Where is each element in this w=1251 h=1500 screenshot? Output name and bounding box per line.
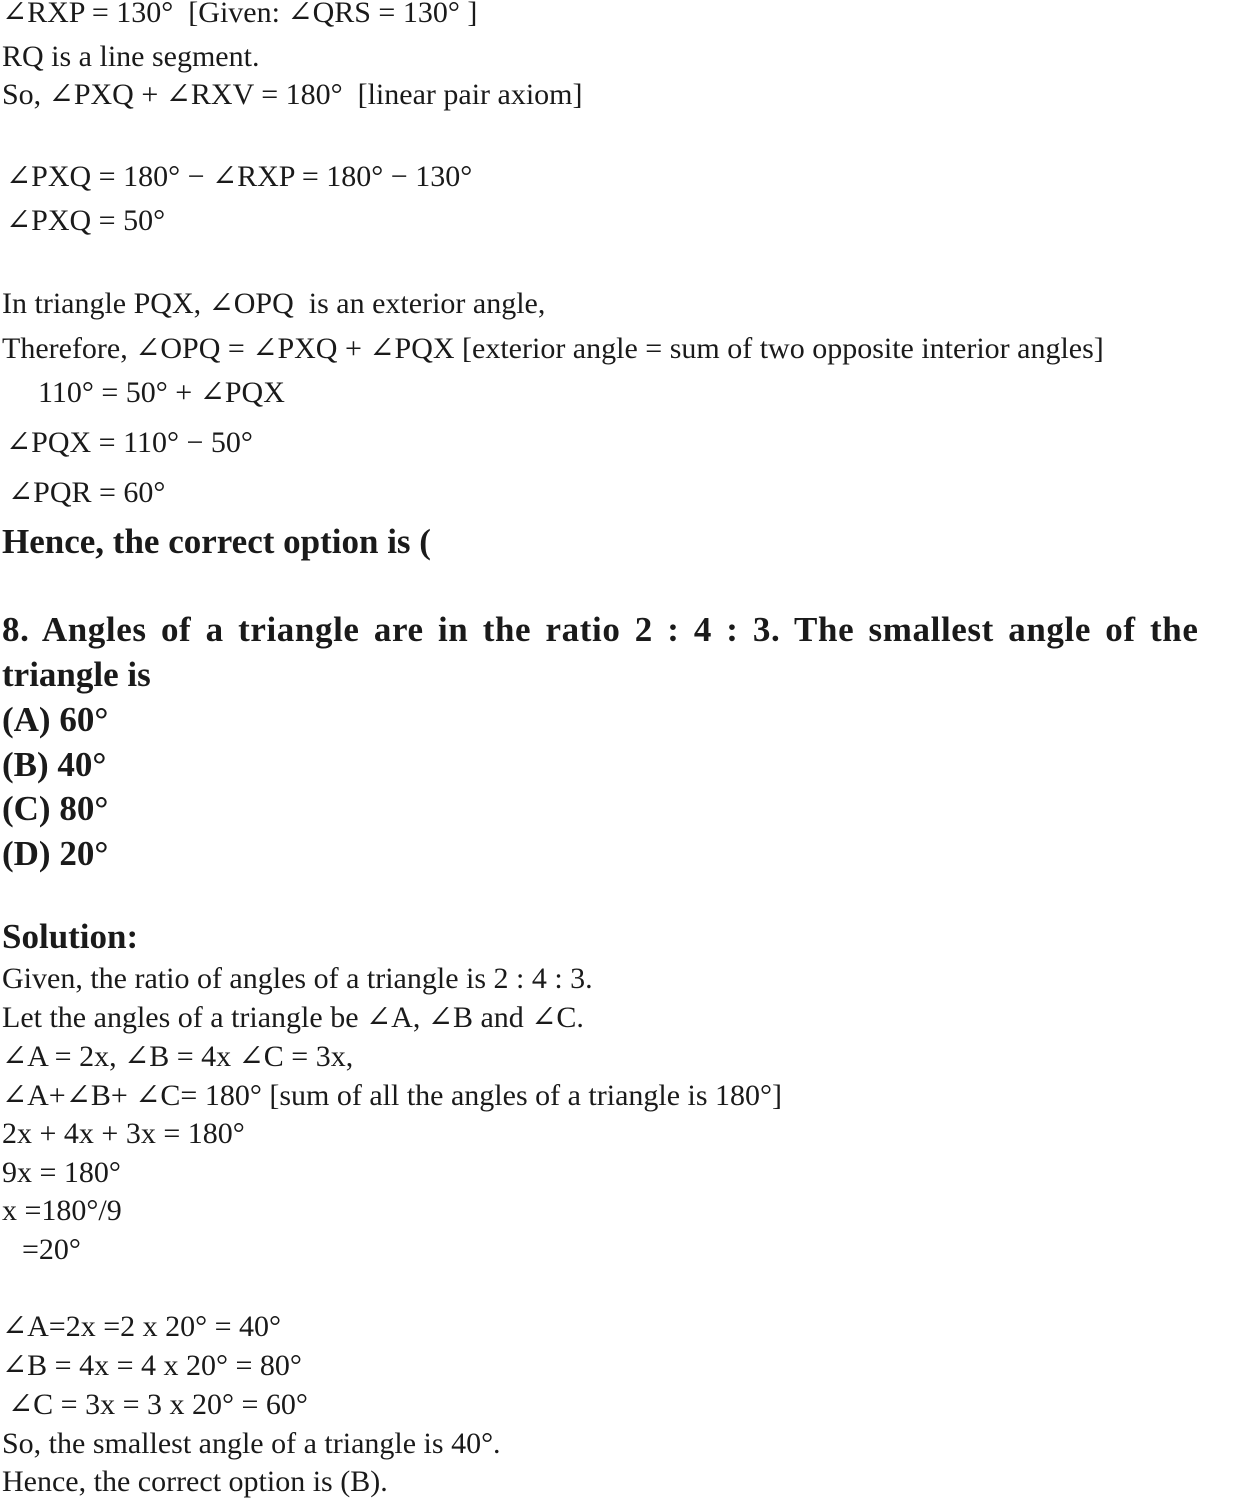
prev-line-linear-pair: So, ∠PXQ + ∠RXV = 180° [linear pair axiom]	[2, 78, 583, 111]
question-text-line2: triangle is	[2, 655, 151, 694]
prev-line-pqr-result: ∠PQR = 60°	[8, 476, 166, 509]
solution-line: ∠A+∠B+ ∠C= 180° [sum of all the angles of a triangle is 180°]	[2, 1079, 783, 1112]
option-c: (C) 80°	[2, 789, 109, 828]
option-a: (A) 60°	[2, 700, 109, 739]
solution-line: 9x = 180°	[2, 1156, 121, 1189]
question-text-line1: 8. Angles of a triangle are in the ratio 2 : 4 : 3. The smallest angle of the	[2, 610, 1199, 649]
prev-line-pxq-result: ∠PXQ = 50°	[6, 204, 166, 237]
solution-line: ∠B = 4x = 4 x 20° = 80°	[2, 1349, 302, 1382]
solution-line: 2x + 4x + 3x = 180°	[2, 1117, 245, 1150]
prev-line-pxq-calc: ∠PXQ = 180° − ∠RXP = 180° − 130°	[6, 160, 473, 193]
solution-conclusion: Hence, the correct option is (B).	[2, 1465, 388, 1498]
solution-line: x =180°/9	[2, 1194, 122, 1227]
solution-line: ∠A = 2x, ∠B = 4x ∠C = 3x,	[2, 1040, 354, 1073]
solution-line: Let the angles of a triangle be ∠A, ∠B and ∠C.	[2, 1001, 584, 1034]
solution-line: =20°	[22, 1233, 81, 1266]
prev-line-pqx-calc: ∠PQX = 110° − 50°	[6, 426, 253, 459]
solution-line: ∠C = 3x = 3 x 20° = 60°	[8, 1388, 308, 1421]
solution-line: Given, the ratio of angles of a triangle is 2 : 4 : 3.	[2, 962, 593, 995]
prev-conclusion: Hence, the correct option is (	[2, 522, 431, 561]
prev-line-segment: RQ is a line segment.	[2, 40, 260, 73]
solution-line: ∠A=2x =2 x 20° = 40°	[2, 1310, 282, 1343]
option-b: (B) 40°	[2, 745, 107, 784]
option-d: (D) 20°	[2, 834, 109, 873]
solution-line: So, the smallest angle of a triangle is 40°.	[2, 1427, 501, 1460]
prev-line-exterior-angle: In triangle PQX, ∠OPQ is an exterior angle,	[2, 287, 546, 320]
prev-line-given-angle: ∠RXP = 130° [Given: ∠QRS = 130° ]	[2, 0, 478, 29]
solution-heading: Solution:	[2, 917, 139, 956]
prev-line-exterior-theorem: Therefore, ∠OPQ = ∠PXQ + ∠PQX [exterior angle = sum of two opposite interior angles]	[2, 332, 1104, 365]
prev-line-substitution: 110° = 50° + ∠PQX	[38, 376, 285, 409]
